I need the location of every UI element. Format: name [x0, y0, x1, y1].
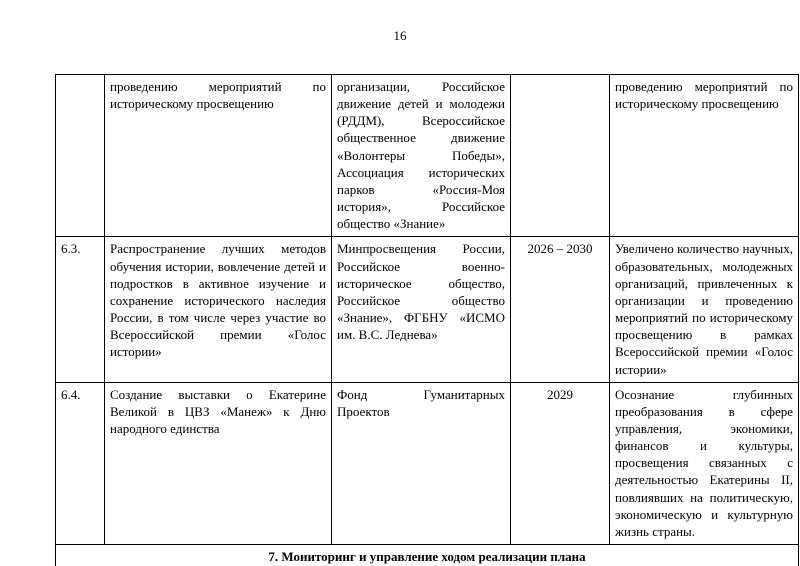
- row-number-cell: 6.4.: [56, 382, 105, 544]
- row-number-cell: 6.3.: [56, 237, 105, 382]
- activity-cell: проведению мероприятий по историческому просвещению: [105, 75, 332, 237]
- result-cell: Осознание глубинных преобразования в сфере управления, экономики, финансов и культуры, просвещения связанных с деятельностью Екатерины II, повлиявших на политическую, экономическую и культурную жизнь страны.: [610, 382, 799, 544]
- page-number: 16: [393, 28, 407, 43]
- result-cell: проведению мероприятий по историческому просвещению: [610, 75, 799, 237]
- result-cell: Увеличено количество научных, образовательных, молодежных организаций, привлеченных к организации и проведению мероприятий по историческому просвещению в рамках Всероссийской премии «Голос истории»: [610, 237, 799, 382]
- activity-cell: Создание выставки о Екатерине Великой в ЦВЗ «Манеж» к Дню народного единства: [105, 382, 332, 544]
- table-row: [56, 75, 799, 237]
- responsible-cell: Минпросвещения России, Российское военно-историческое общество, Российское общество «Знание», ФГБНУ «ИСМО им. В.С. Леднева»: [332, 237, 511, 382]
- responsible-cell: организации, Российское движение детей и молодежи (РДДМ), Всероссийское общественное движение «Волонтеры Победы», Ассоциация исторических парков «Россия-Моя история», Российское общество «Знание»: [332, 75, 511, 237]
- responsible-cell: Фонд Гуманитарных Проектов: [332, 382, 511, 544]
- table-row: [56, 237, 799, 382]
- section-header-cell: 7. Мониторинг и управление ходом реализации плана: [56, 545, 799, 566]
- activity-cell: Распространение лучших методов обучения истории, вовлечение детей и подростков в активное изучение и сохранение исторического наследия России, в том числе через участие во Всероссийской премии «Голос истории»: [105, 237, 332, 382]
- period-cell: 2029: [511, 382, 610, 544]
- period-cell: [511, 75, 610, 237]
- table-row: [56, 382, 799, 544]
- plan-table: [55, 74, 799, 566]
- section-header-row: [56, 545, 799, 566]
- period-cell: 2026 – 2030: [511, 237, 610, 382]
- row-number-cell: [56, 75, 105, 237]
